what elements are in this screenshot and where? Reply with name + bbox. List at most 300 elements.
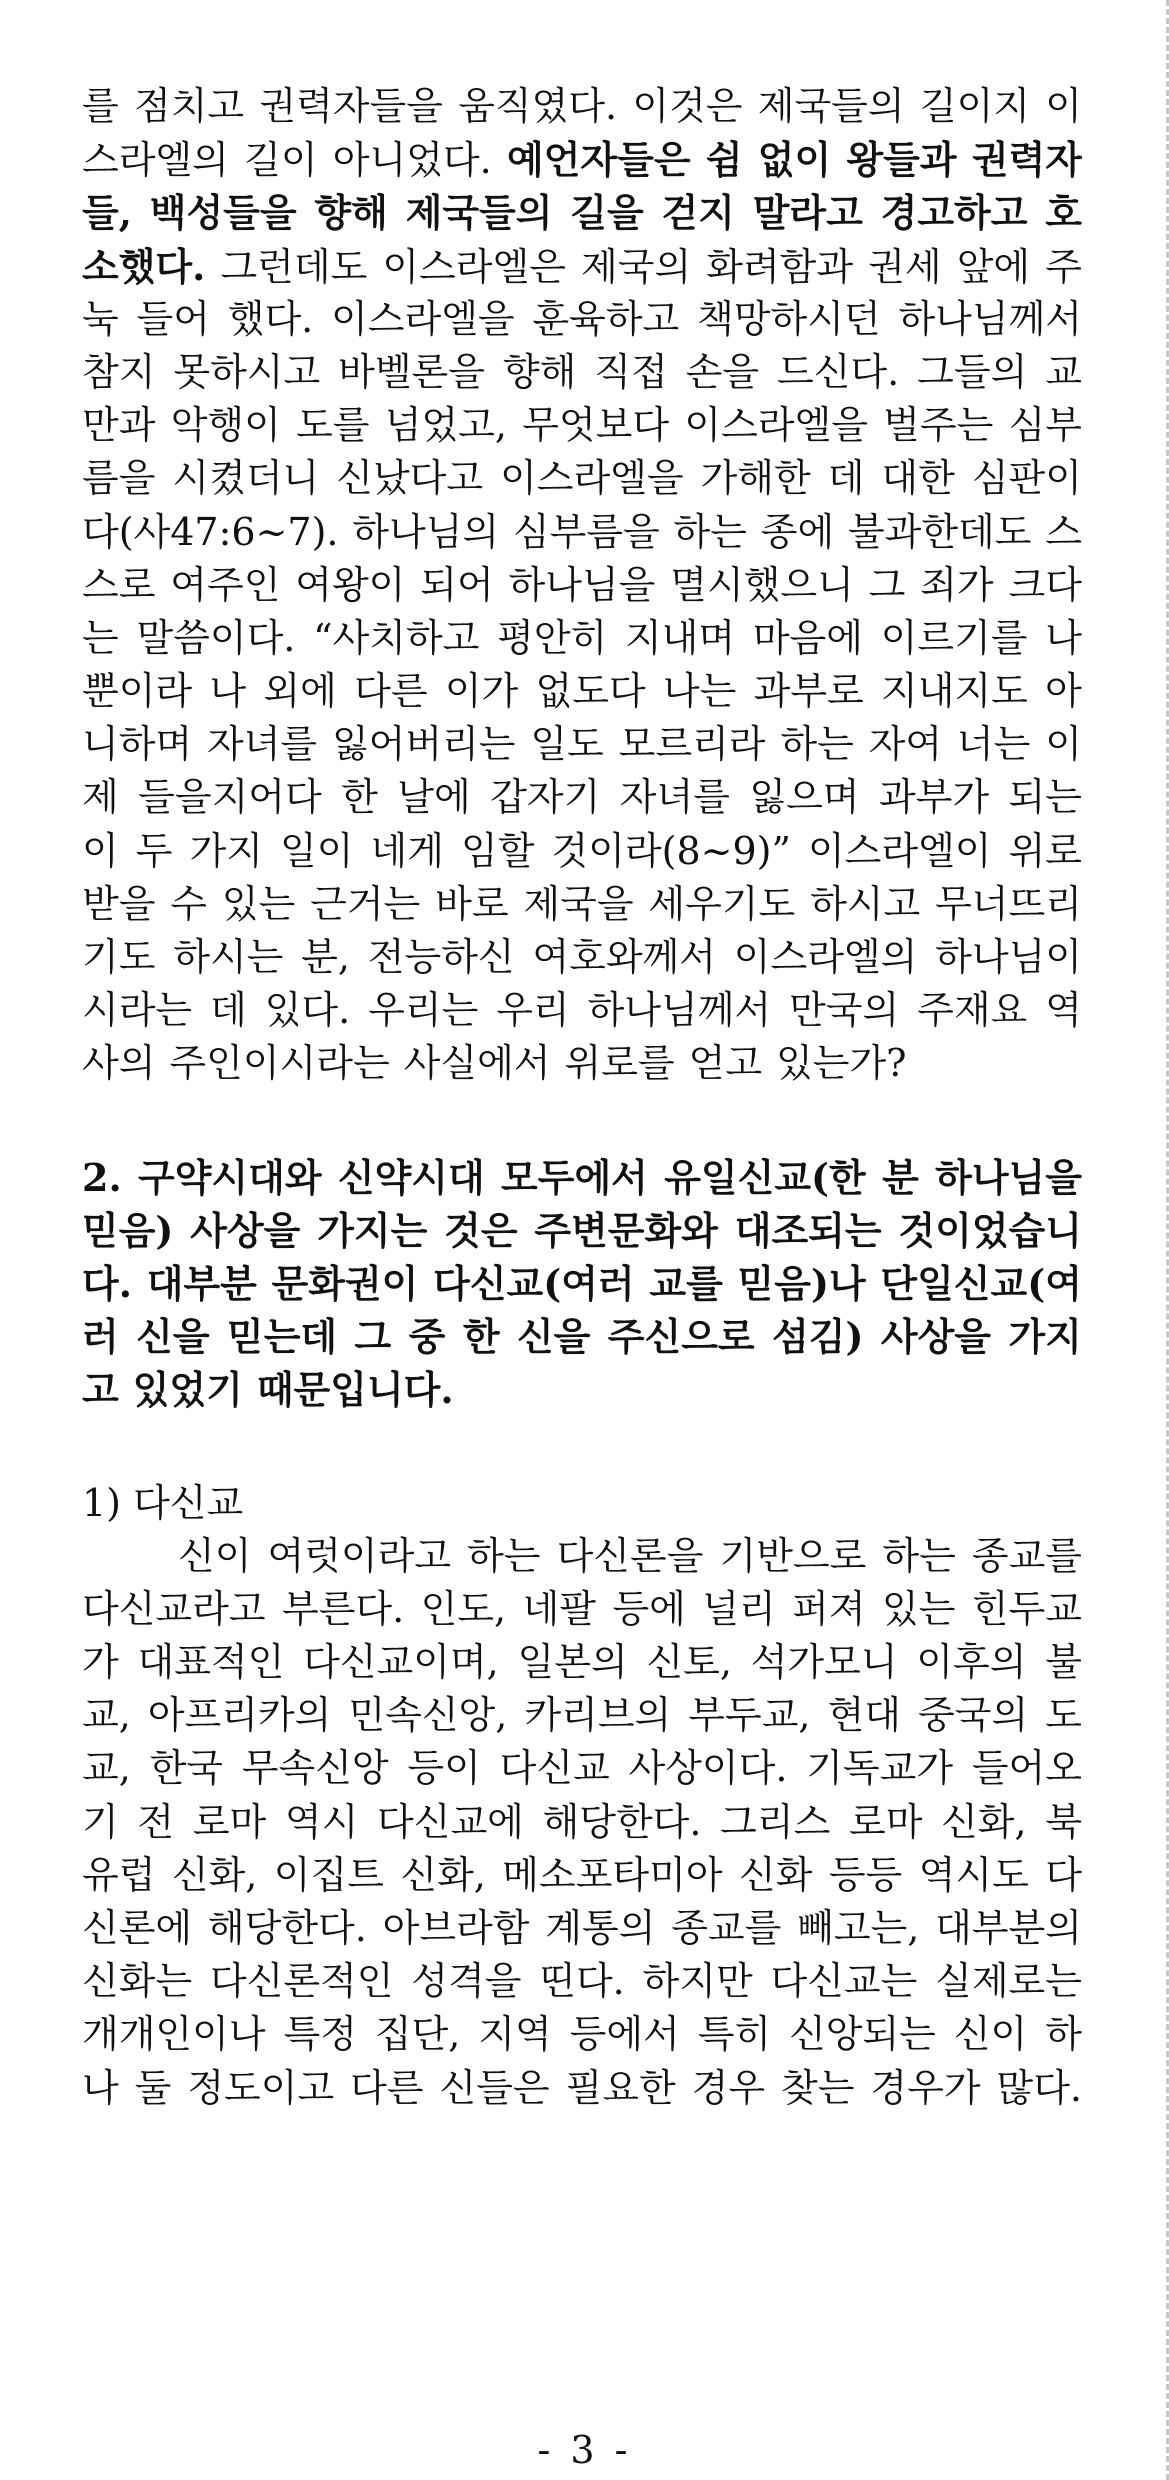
word: 왕들과 xyxy=(846,137,957,183)
word: 무너뜨리 xyxy=(935,881,1082,926)
subsection-heading xyxy=(82,1477,1082,1530)
word: 기독교가 xyxy=(806,1746,954,1791)
word: 많다. xyxy=(996,2065,1082,2110)
word: 로마 xyxy=(848,1799,923,1844)
word: 하 xyxy=(1045,2012,1082,2057)
word: 드신다. xyxy=(777,349,900,394)
word: 이스라엘을 xyxy=(684,403,868,448)
word: 단일신교(여 xyxy=(880,1260,1082,1306)
document-page xyxy=(82,80,1082,2115)
text-line xyxy=(82,133,1082,186)
word: 그 xyxy=(868,562,906,607)
word: 자여 xyxy=(868,722,943,767)
word: 것이라(8~9)” xyxy=(551,828,791,873)
text-line xyxy=(82,80,1082,133)
word: 향해 xyxy=(314,190,388,236)
word: 사상이다. xyxy=(628,1746,788,1791)
word: 하시고 xyxy=(810,881,921,926)
word: 들어오 xyxy=(971,1746,1082,1791)
word: 우리는 xyxy=(368,988,479,1033)
word: 사상을 xyxy=(190,1207,301,1253)
word: 신났다고 xyxy=(336,456,484,501)
word: 둘 xyxy=(134,2065,172,2110)
text-line xyxy=(82,1742,1082,1795)
word: 가해한 xyxy=(700,456,811,501)
word: 대부분의 xyxy=(935,1906,1082,1950)
word: 한 xyxy=(462,1314,500,1360)
word: 역 xyxy=(1045,988,1082,1033)
word: 그리스 xyxy=(720,1799,831,1844)
text-line xyxy=(82,1955,1082,2008)
word: 일본의 xyxy=(517,1640,628,1685)
word: 실제로는 xyxy=(935,1959,1082,2004)
word: 부른다. xyxy=(281,1586,405,1631)
word: 믿음)나 xyxy=(737,1260,866,1306)
text-line xyxy=(82,1363,1082,1416)
word: 평안히 xyxy=(497,615,608,660)
word: 근거는 xyxy=(310,881,421,926)
word: 하나님께서 xyxy=(898,296,1082,341)
word: 가지는 xyxy=(317,1207,428,1253)
word: 앞에 xyxy=(956,244,1031,289)
word: 잃어버리는 xyxy=(331,722,516,767)
word: 제국의 xyxy=(581,244,692,289)
word: 교를 xyxy=(649,1260,723,1306)
word: 이스라엘의 xyxy=(733,935,918,979)
word: 죄가 xyxy=(920,562,994,607)
word: 것이었습니 xyxy=(898,1207,1082,1253)
word: 민속신앙, xyxy=(348,1693,508,1738)
word: 했다. xyxy=(227,296,314,341)
word: 스로 xyxy=(82,562,156,607)
word: 크다 xyxy=(1008,562,1082,607)
section-two xyxy=(82,1151,1082,1417)
word: 제국들의 xyxy=(757,84,905,128)
word: 종교를 xyxy=(671,1906,782,1950)
word: 신을 xyxy=(136,1314,210,1360)
word: 하나님의 xyxy=(352,509,500,554)
word: 호 xyxy=(1045,190,1082,236)
word: 바로 xyxy=(435,881,509,926)
word: 있는가? xyxy=(776,1041,907,1086)
word: 임할 xyxy=(461,828,535,873)
text-line xyxy=(82,771,1082,824)
word: 길이 xyxy=(244,138,318,183)
word: 교, xyxy=(82,1693,131,1738)
word: 벌주는 xyxy=(883,403,994,448)
word: 무엇보다 xyxy=(522,403,670,448)
word: 되어 xyxy=(420,562,494,607)
word: 경우가 xyxy=(870,2065,981,2110)
word: 직접 xyxy=(594,349,668,394)
word: 제 xyxy=(82,775,119,820)
word: 그런데도 xyxy=(220,244,368,289)
word: 이 xyxy=(1045,84,1082,128)
word: 대부분 xyxy=(146,1260,257,1306)
word: 대조되는 xyxy=(734,1207,882,1253)
word: 2. xyxy=(82,1154,122,1200)
text-line xyxy=(82,346,1082,399)
word: 신약시대 xyxy=(337,1154,485,1200)
word: 과부가 xyxy=(878,775,990,820)
word: 지내지도 xyxy=(881,669,1028,714)
text-line xyxy=(82,1849,1082,1902)
word: 신이 xyxy=(178,1533,252,1578)
word: 이 xyxy=(82,828,119,873)
paragraph-gap xyxy=(82,1091,1082,1151)
word: 다신교에 xyxy=(377,1799,524,1844)
word: 하시는 xyxy=(173,935,284,979)
word: 이르기를 xyxy=(880,615,1028,660)
text-line xyxy=(82,1310,1082,1363)
word: 북 xyxy=(1045,1799,1082,1844)
word: 신들은 xyxy=(439,2065,550,2110)
word: 소했다. xyxy=(82,243,206,289)
word: 없이 xyxy=(757,137,832,183)
word: 해당한다. xyxy=(207,1906,367,1950)
word: 점치고 xyxy=(133,84,245,128)
text-line xyxy=(82,665,1082,718)
word: 를 xyxy=(82,84,119,128)
word: 아브라함 xyxy=(382,1906,530,1950)
word: 이 xyxy=(1045,722,1082,767)
word: 신화, xyxy=(941,1799,1027,1844)
page-number: - 3 - xyxy=(537,2428,632,2472)
word: 위로 xyxy=(1008,828,1082,873)
text-line xyxy=(82,1689,1082,1742)
word: 전 xyxy=(137,1799,175,1844)
word: 훈육하고 xyxy=(532,296,680,341)
text-line xyxy=(82,399,1082,452)
word: 못하시고 xyxy=(173,349,321,394)
word: 대한 xyxy=(881,456,955,501)
word: 손을 xyxy=(685,349,760,394)
word: 권세 xyxy=(868,244,942,289)
word: 악행이 xyxy=(170,403,281,448)
word: 하나님께서 xyxy=(587,988,772,1033)
word: 고 xyxy=(82,1367,119,1413)
text-line xyxy=(82,718,1082,771)
word: 경우 xyxy=(691,2065,766,2110)
section-intro xyxy=(82,80,1082,1091)
word: 사의 xyxy=(82,1041,156,1086)
word: 자녀를 xyxy=(206,722,318,767)
word: 섬김) xyxy=(772,1314,864,1360)
word: 심부 xyxy=(1008,403,1082,448)
word: 하나님이 xyxy=(935,935,1082,979)
word: 스라엘의 xyxy=(82,138,229,183)
word: 것은 xyxy=(444,1207,518,1253)
word: 화려함과 xyxy=(706,244,854,289)
word: 유럽 xyxy=(82,1852,156,1897)
word: 하나님을 xyxy=(935,1154,1082,1200)
word: 멸시했으니 xyxy=(670,562,854,607)
word: 잃으며 xyxy=(749,775,860,820)
word: 하는 xyxy=(780,722,854,767)
word: 과부로 xyxy=(753,669,864,714)
word: 믿는데 xyxy=(226,1314,338,1360)
word: 가지 xyxy=(189,828,263,873)
word: 름을 xyxy=(82,456,156,501)
word: 뿐이라 xyxy=(82,669,193,714)
word: 길을 xyxy=(570,190,644,236)
word: 있었기 xyxy=(132,1367,243,1413)
word: 받을 xyxy=(82,881,156,926)
word: 예언자들은 xyxy=(506,137,691,183)
text-line xyxy=(82,1151,1082,1204)
word: 넘었고, xyxy=(384,403,507,448)
word: 두 xyxy=(135,828,173,873)
word: 외에 xyxy=(263,669,337,714)
word: 구약시대와 xyxy=(138,1154,322,1200)
word: 다른 xyxy=(350,2065,424,2110)
text-line xyxy=(82,2062,1082,2115)
word: “사치하고 xyxy=(313,615,480,660)
word: 지역 xyxy=(478,2012,552,2057)
word: 이스라엘을 xyxy=(331,296,515,341)
word: 나 xyxy=(1045,615,1082,660)
text-line xyxy=(82,1796,1082,1849)
word: 등등 xyxy=(828,1852,903,1897)
word: 한국 xyxy=(149,1746,223,1791)
word: 석가모니 xyxy=(750,1640,898,1685)
word: 얻고 xyxy=(688,1041,763,1086)
word: 들을지어다 xyxy=(138,775,322,820)
word: 시켰더니 xyxy=(172,456,320,501)
word: 주인이시라는 xyxy=(169,1041,390,1086)
word: 이스라엘은 xyxy=(382,244,566,289)
word: 믿음) xyxy=(82,1207,174,1253)
word: 교, xyxy=(82,1746,131,1791)
word: 날에 xyxy=(397,775,471,820)
word: 나 xyxy=(82,2065,119,2110)
word: 기반으로 xyxy=(719,1533,867,1578)
word: 신론에 xyxy=(82,1906,193,1950)
word: 니하며 xyxy=(82,722,193,767)
word: 백성들을 xyxy=(149,190,297,236)
subsection-body xyxy=(82,1530,1082,2115)
word: 되는 xyxy=(1008,775,1082,820)
text-line xyxy=(82,506,1082,559)
word: 주변문화와 xyxy=(534,1207,718,1253)
word: 데 xyxy=(210,988,247,1033)
word: 우리 xyxy=(496,988,570,1033)
word: 는 xyxy=(82,615,119,660)
word: 분, xyxy=(301,935,350,979)
word: 이스라엘이 xyxy=(807,828,992,873)
text-line xyxy=(82,1257,1082,1310)
word: 여주인 xyxy=(170,562,281,607)
word: 갑자기 xyxy=(490,775,601,820)
word: 이스라엘을 xyxy=(500,456,684,501)
word: 다신교 xyxy=(499,1746,610,1791)
word: 네게 xyxy=(370,828,444,873)
word: 등에서 xyxy=(569,2012,680,2057)
word: 현대 xyxy=(827,1693,901,1738)
text-line xyxy=(82,1583,1082,1636)
word: 가 xyxy=(82,1640,119,1685)
word: 다신교(여러 xyxy=(433,1260,635,1306)
word: 제국을 xyxy=(523,881,634,926)
word: 일도 xyxy=(530,722,604,767)
word: 아프리카의 xyxy=(147,1693,332,1738)
word: 특히 xyxy=(697,2012,772,2057)
word: 시라는 xyxy=(82,988,193,1033)
word: 심부름을 xyxy=(512,509,660,554)
word: 띤다. xyxy=(539,1959,625,2004)
word: 하지만 xyxy=(642,1959,753,2004)
word: 자녀를 xyxy=(619,775,730,820)
text-line xyxy=(82,612,1082,665)
word: 중국의 xyxy=(918,1693,1029,1738)
word: 움직였다. xyxy=(458,84,618,128)
word: 유일신교(한 xyxy=(664,1154,866,1200)
word: 불과한데도 xyxy=(847,509,1032,554)
word: 메소포타미아 xyxy=(502,1852,723,1897)
word: 빼고는, xyxy=(797,1906,920,1950)
word: 사실에서 xyxy=(403,1041,551,1086)
word: 여럿이라고 xyxy=(267,1533,452,1578)
word: 나는 xyxy=(662,669,737,714)
word: 한 xyxy=(341,775,378,820)
word: 향해 xyxy=(502,349,577,394)
word: 인도, xyxy=(420,1586,507,1631)
word: 등에 xyxy=(612,1586,686,1631)
word: 만과 xyxy=(82,403,156,448)
word: 역시도 xyxy=(918,1852,1029,1897)
word: 들어 xyxy=(136,296,210,341)
word: 수 xyxy=(170,881,207,926)
text-line xyxy=(82,452,1082,505)
word: 걷지 xyxy=(661,190,735,236)
word: 이후의 xyxy=(916,1640,1027,1685)
word: 신을 xyxy=(516,1314,591,1360)
word: 하나님을 xyxy=(508,562,656,607)
text-line xyxy=(82,825,1082,878)
word: 너는 xyxy=(956,722,1031,767)
text-line xyxy=(82,1636,1082,1689)
word: 신화 xyxy=(738,1852,813,1897)
word: 다신론을 xyxy=(556,1533,704,1578)
word: 하는 xyxy=(882,1533,956,1578)
word: 지내며 xyxy=(624,615,736,660)
word: 세우기도 xyxy=(648,881,796,926)
text-line xyxy=(82,984,1082,1037)
word: 일이 xyxy=(280,828,354,873)
word: 책망하시던 xyxy=(697,296,881,341)
word: 눅 xyxy=(82,296,119,341)
word: 무속신앙 xyxy=(241,1746,389,1791)
word: 전능하신 xyxy=(367,935,515,979)
word: 모두에서 xyxy=(501,1154,648,1200)
word: 제국들의 xyxy=(405,190,553,236)
word: 불 xyxy=(1045,1640,1082,1685)
word: 이것은 xyxy=(632,84,743,128)
word: 중 xyxy=(408,1314,446,1360)
word: 다(사47:6~7). xyxy=(82,509,339,554)
word: 부두교, xyxy=(688,1693,811,1738)
subsection-heading-text: 1) 다신교 xyxy=(82,1480,244,1525)
word: 다신교는 xyxy=(770,1959,918,2004)
word: 다신론적인 xyxy=(209,1959,394,2004)
word: 쉼 xyxy=(705,137,743,183)
word: 신이 xyxy=(953,2012,1028,2057)
word: 만국의 xyxy=(789,988,900,1033)
word: 정도이고 xyxy=(187,2065,335,2110)
word: 개개인이나 xyxy=(82,2012,266,2057)
word: 주 xyxy=(1045,244,1082,289)
word: 권력자 xyxy=(971,137,1082,183)
text-line xyxy=(82,559,1082,612)
word: 스 xyxy=(1045,509,1082,554)
word: 해당한다. xyxy=(542,1799,702,1844)
text-line xyxy=(82,240,1082,293)
word: 바벨론을 xyxy=(338,349,485,394)
word: 다신교라고 xyxy=(82,1586,266,1631)
word: 말라고 xyxy=(752,190,863,236)
text-line xyxy=(82,878,1082,931)
word: 하는 xyxy=(467,1533,541,1578)
text-line xyxy=(82,1902,1082,1955)
word: 문화권이 xyxy=(271,1260,419,1306)
word: 신앙되는 xyxy=(789,2012,936,2057)
text-line xyxy=(82,293,1082,346)
word: 권력자들을 xyxy=(259,84,443,128)
word: 신토, xyxy=(646,1640,732,1685)
word: 기 xyxy=(82,1799,119,1844)
word: 나 xyxy=(209,669,247,714)
word: 집단, xyxy=(374,2012,461,2057)
word: 그 xyxy=(354,1314,392,1360)
word: 널리 xyxy=(702,1586,776,1631)
word: 길이지 xyxy=(919,84,1030,128)
word: 대표적인 xyxy=(137,1640,285,1685)
word: 신화, xyxy=(171,1852,258,1897)
word: 도 xyxy=(1045,1693,1082,1738)
text-line xyxy=(82,2008,1082,2061)
word: 주신으로 xyxy=(607,1314,755,1360)
word: 다 xyxy=(1045,1852,1082,1897)
word: 신화, xyxy=(400,1852,486,1897)
paragraph-gap xyxy=(82,1417,1082,1477)
word: 도를 xyxy=(296,403,370,448)
word: 필요한 xyxy=(565,2065,676,2110)
word: 특정 xyxy=(283,2012,357,2057)
word: 아니었다. xyxy=(332,138,492,183)
text-line xyxy=(82,1530,1082,1583)
word: 데 xyxy=(827,456,865,501)
word: 여왕이 xyxy=(295,562,406,607)
word: 말씀이다. xyxy=(136,615,296,660)
word: 분 xyxy=(882,1154,919,1200)
word: 경고하고 xyxy=(880,190,1028,236)
word: 그들의 xyxy=(917,349,1028,394)
word: 사상을 xyxy=(880,1314,992,1360)
word: 힌두교 xyxy=(971,1586,1082,1631)
word: 마음에 xyxy=(752,615,863,660)
word: 모르리라 xyxy=(618,722,766,767)
word: 들, xyxy=(82,190,132,236)
word: 러 xyxy=(82,1314,119,1360)
word: 여호와께서 xyxy=(532,935,716,979)
text-line xyxy=(82,1204,1082,1257)
word: 종교를 xyxy=(971,1533,1082,1578)
word: 하는 xyxy=(673,509,747,554)
word: 카리브의 xyxy=(524,1693,672,1738)
word: 주재요 xyxy=(917,988,1028,1033)
text-line xyxy=(82,931,1082,984)
word: 신화는 xyxy=(82,1959,193,2004)
